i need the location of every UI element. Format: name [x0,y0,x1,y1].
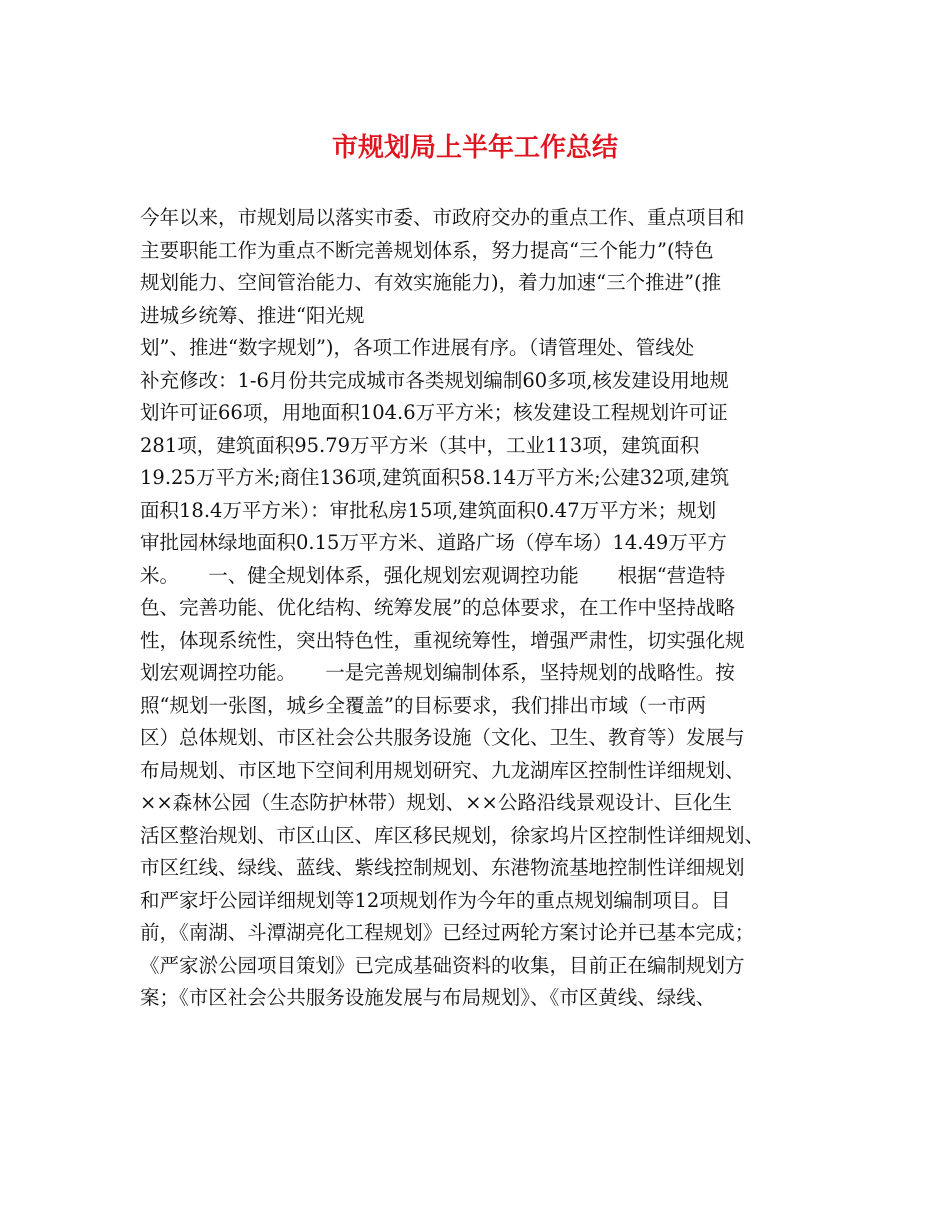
body-line: 面积18.4万平方米）：审批私房15项,建筑面积0.47万平方米；规划 [140,498,717,522]
body-line: 和严家圩公园详细规划等12项规划作为今年的重点规划编制项目。目 [140,888,731,912]
body-line: 照“规划一张图，城乡全覆盖”的目标要求，我们排出市域（一市两 [140,693,706,717]
body-line: 19.25万平方米;商住136项,建筑面积58.14万平方米;公建32项,建筑 [140,466,730,489]
body-line: 案；《市区社会公共服务设施发展与布局规划》、《市区黄线、绿线、 [140,986,716,1009]
document-body [140,202,820,1015]
body-line: 性，体现系统性，突出特色性，重视统筹性，增强严肃性，切实强化规 [140,628,745,652]
body-line: 市区红线、绿线、蓝线、紫线控制规划、东港物流基地控制性详细规划 [140,856,745,879]
body-line: 划宏观调控功能。 一是完善规划编制体系，坚持规划的战略性。按 [140,661,735,684]
body-line: 进城乡统筹、推进“阳光规 [140,303,365,327]
body-line: 色、完善功能、优化结构、统筹发展”的总体要求，在工作中坚持战略 [140,596,735,619]
body-line: 补充修改：1-6月份共完成城市各类规划编制60多项,核发建设用地规 [140,368,729,392]
body-line: 区）总体规划、市区社会公共服务设施（文化、卫生、教育等）发展与 [140,726,745,749]
body-line: 281项，建筑面积95.79万平方米（其中，工业113项，建筑面积 [140,433,700,457]
body-line: 主要职能工作为重点不断完善规划体系，努力提高“三个能力”(特色 [140,238,714,262]
body-line: ××森林公园（生态防护林带）规划、××公路沿线景观设计、巨化生 [140,791,732,814]
body-line: 规划能力、空间管治能力、有效实施能力)，着力加速“三个推进”(推 [140,271,722,294]
body-line: 布局规划、市区地下空间利用规划研究、九龙湖库区控制性详细规划、 [140,758,745,782]
body-line: 前，《南湖、斗潭湖亮化工程规划》已经过两轮方案讨论并已基本完成； [140,921,755,944]
body-line: 活区整治规划、市区山区、库区移民规划，徐家坞片区控制性详细规划、 [140,823,765,847]
body-line: 《严家淤公园项目策划》已完成基础资料的收集，目前正在编制规划方 [140,953,745,977]
body-line: 划”、推进“数字规划”)，各项工作进展有序。（请管理处、管线处 [140,336,695,359]
body-line: 米。 一、健全规划体系，强化规划宏观调控功能 根据“营造特 [140,563,726,587]
body-line: 审批园林绿地面积0.15万平方米、道路广场（停车场）14.49万平方 [140,531,727,554]
body-line: 今年以来，市规划局以落实市委、市政府交办的重点工作、重点项目和 [140,206,745,229]
body-line: 划许可证66项，用地面积104.6万平方米；核发建设工程规划许可证 [140,401,728,424]
document-title: 市规划局上半年工作总结 [331,133,618,163]
